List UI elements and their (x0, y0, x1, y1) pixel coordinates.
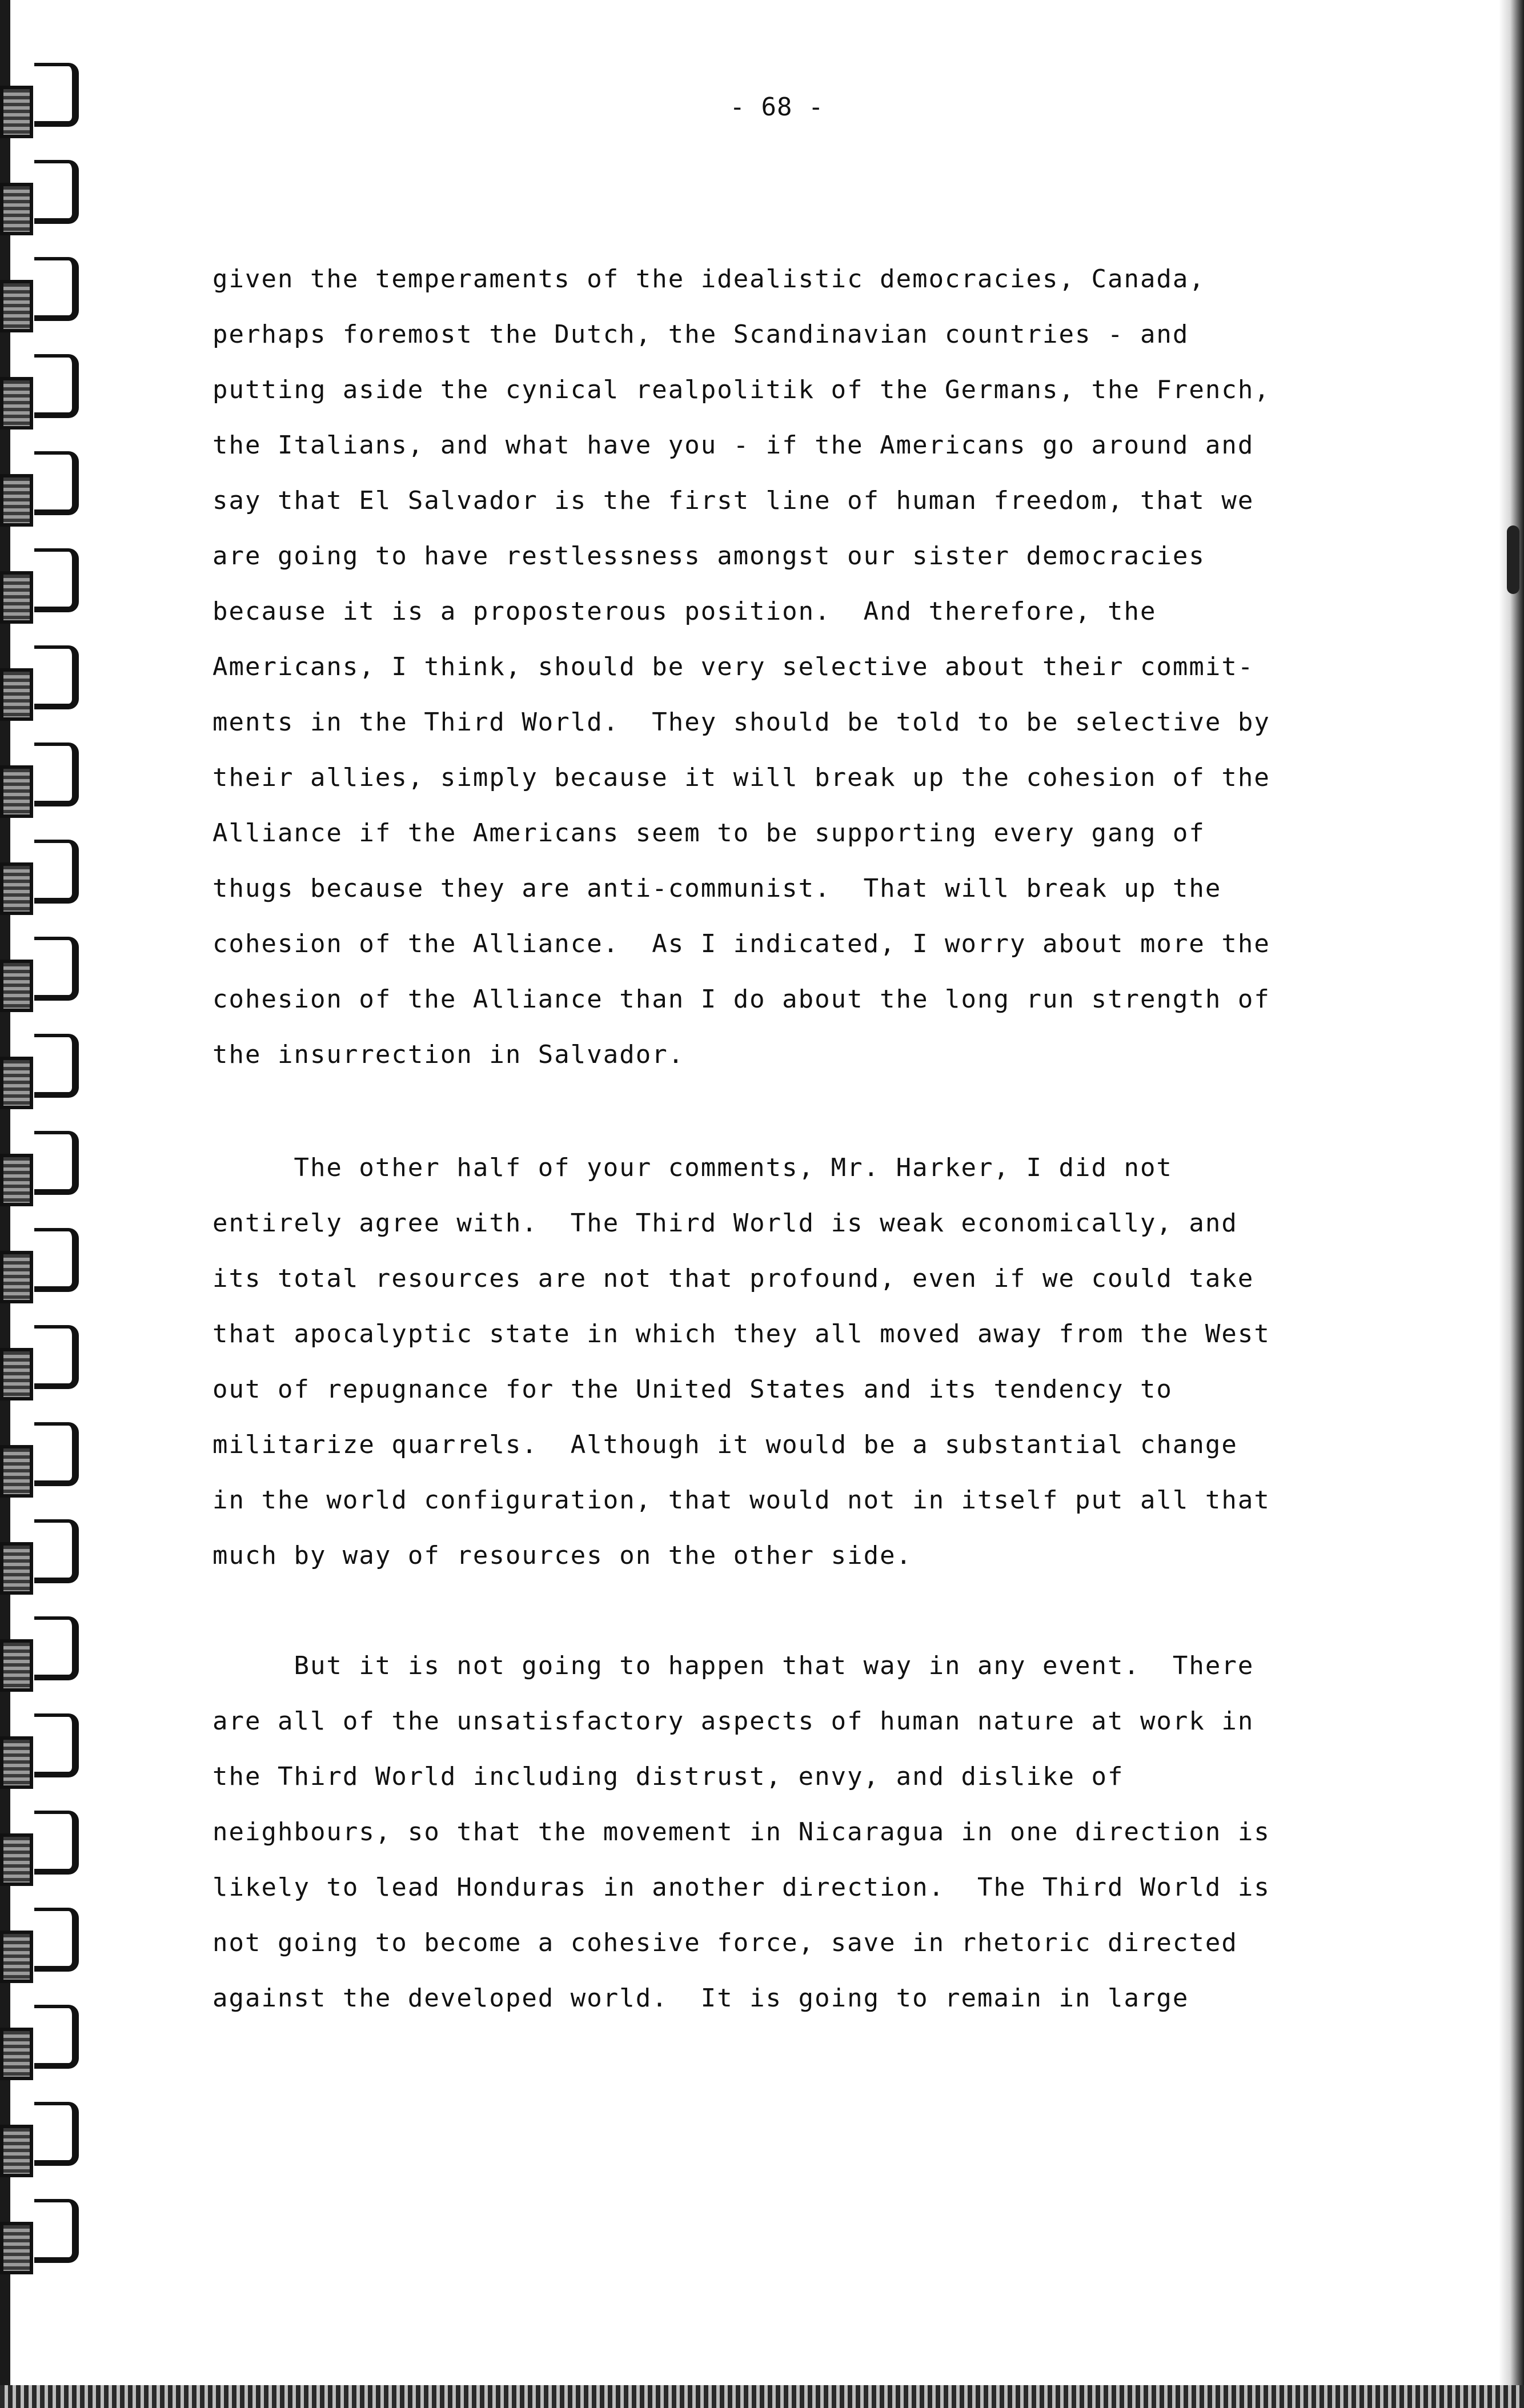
paragraph-2 (212, 1140, 1366, 1583)
text-line: neighbours, so that the movement in Nicaragua in one direction is (212, 1817, 1270, 1847)
text-line: against the developed world. It is going to remain in large (212, 1984, 1189, 2013)
text-line: likely to lead Honduras in another direction. The Third World is (212, 1873, 1270, 1902)
binding-hole (0, 668, 33, 721)
binding-ring (34, 1325, 79, 1389)
binding-ring (34, 1422, 79, 1486)
paragraph-1 (212, 251, 1366, 1082)
binding-hole (0, 862, 33, 915)
binding-hole (0, 960, 33, 1012)
binding-hole (0, 474, 33, 527)
binding-hole (0, 1736, 33, 1789)
binding-ring (34, 63, 79, 127)
text-line: much by way of resources on the other side. (212, 1541, 913, 1570)
text-line: militarize quarrels. Although it would be a substantial change (212, 1430, 1238, 1459)
binding-ring (34, 1616, 79, 1680)
binding-ring (34, 354, 79, 418)
binding-ring (34, 2005, 79, 2069)
binding-hole (0, 1833, 33, 1886)
binding-ring (34, 840, 79, 904)
binding-hole (0, 765, 33, 818)
binding-ring (34, 743, 79, 806)
text-line: the insurrection in Salvador. (212, 1040, 685, 1069)
binding-hole (0, 377, 33, 430)
text-line: perhaps foremost the Dutch, the Scandinavian countries - and (212, 320, 1189, 349)
page-bottom-edge (0, 2385, 1524, 2408)
text-line: cohesion of the Alliance than I do about the long run strength of (212, 985, 1270, 1014)
text-line: But it is not going to happen that way in any event. There (212, 1651, 1254, 1680)
text-line: are going to have restlessness amongst our sister democracies (212, 541, 1205, 571)
binding-ring (34, 1908, 79, 1972)
binding-hole (0, 2125, 33, 2177)
text-line: its total resources are not that profound, even if we could take (212, 1264, 1254, 1293)
text-line: putting aside the cynical realpolitik of the Germans, the French, (212, 375, 1270, 404)
binding-ring (34, 1811, 79, 1875)
text-line: ments in the Third World. They should be told to be selective by (212, 708, 1270, 737)
binding-hole (0, 1251, 33, 1303)
paragraph-3 (212, 1638, 1366, 2026)
binding-hole (0, 2028, 33, 2080)
binding-hole (0, 2222, 33, 2274)
binding-ring (34, 645, 79, 709)
text-line: The other half of your comments, Mr. Harker, I did not (212, 1153, 1173, 1182)
text-line: Americans, I think, should be very selective about their commit- (212, 652, 1254, 681)
page-edge-shadow (1499, 0, 1524, 2408)
binding-hole (0, 1639, 33, 1692)
binding-ring (34, 1228, 79, 1292)
text-line: their allies, simply because it will break up the cohesion of the (212, 763, 1270, 792)
page-edge-mark (1507, 525, 1519, 594)
binding-hole (0, 1542, 33, 1595)
text-line: cohesion of the Alliance. As I indicated, I worry about more the (212, 929, 1270, 958)
binding-hole (0, 86, 33, 138)
binding-ring (34, 2199, 79, 2263)
spiral-binding (0, 0, 97, 2408)
text-line: entirely agree with. The Third World is weak economically, and (212, 1209, 1238, 1238)
binding-ring (34, 1713, 79, 1777)
binding-ring (34, 937, 79, 1001)
page-number: - 68 - (729, 93, 824, 122)
binding-hole (0, 183, 33, 235)
binding-ring (34, 1034, 79, 1098)
binding-ring (34, 160, 79, 224)
text-line: say that El Salvador is the first line of human freedom, that we (212, 486, 1254, 515)
binding-hole (0, 571, 33, 624)
text-line: Alliance if the Americans seem to be supporting every gang of (212, 818, 1205, 848)
binding-hole (0, 1445, 33, 1498)
text-line: out of repugnance for the United States and its tendency to (212, 1375, 1173, 1404)
binding-hole (0, 1154, 33, 1206)
binding-ring (34, 451, 79, 515)
text-line: not going to become a cohesive force, save in rhetoric directed (212, 1928, 1238, 1957)
binding-hole (0, 280, 33, 332)
text-line: thugs because they are anti-communist. That will break up the (212, 874, 1222, 903)
text-line: because it is a proposterous position. And therefore, the (212, 597, 1157, 626)
binding-hole (0, 1057, 33, 1109)
text-line: that apocalyptic state in which they all moved away from the West (212, 1319, 1270, 1349)
binding-ring (34, 1519, 79, 1583)
text-line: the Third World including distrust, envy, and dislike of (212, 1762, 1124, 1791)
binding-ring (34, 2102, 79, 2166)
binding-hole (0, 1931, 33, 1983)
text-line: given the temperaments of the idealistic democracies, Canada, (212, 264, 1205, 294)
binding-hole (0, 1348, 33, 1400)
binding-ring (34, 548, 79, 612)
binding-ring (34, 1131, 79, 1195)
text-line: are all of the unsatisfactory aspects of human nature at work in (212, 1707, 1254, 1736)
text-line: in the world configuration, that would not in itself put all that (212, 1486, 1270, 1515)
binding-ring (34, 257, 79, 321)
text-line: the Italians, and what have you - if the Americans go around and (212, 431, 1254, 460)
